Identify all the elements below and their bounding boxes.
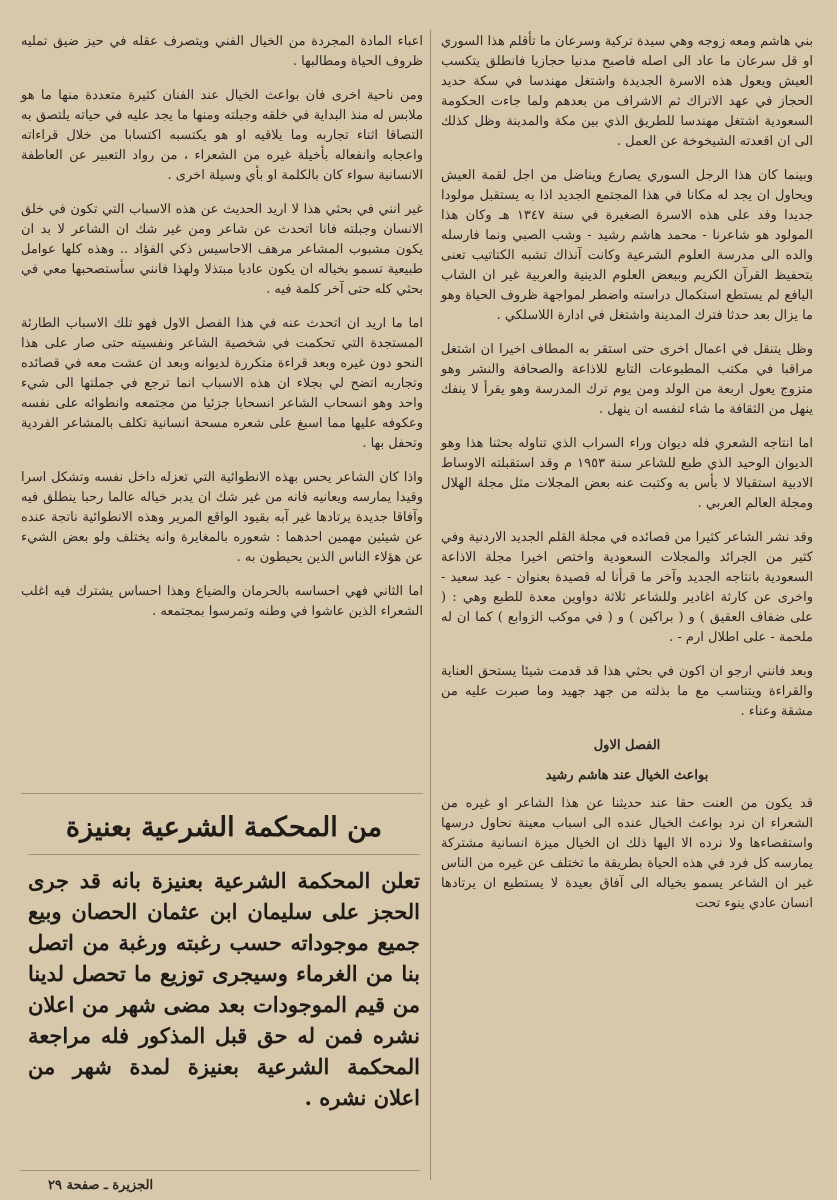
left-paragraph-2: ومن ناحية اخرى فان بواعث الخيال عند الفنان كثيرة متعددة منها ما هو ملابس له منذ البداية في خلقه وجبلته ومنها ما يجد عليه في حياته يلتصق به التصاقا اثناء تجاربه وما يلاقيه او هو يكتسبه اكتسابا من خلال قراءاته واعجابه وانفعاله بأخيلة غيره من الشعراء ، من رواد التعبير عن العاطفة الانسانية سواء كان بالكلمة او بأي وسيلة اخرى . <box>21 88 423 183</box>
column-divider <box>430 30 431 1180</box>
right-paragraph-1: بني هاشم ومعه زوجه وهي سيدة تركية وسرعان ما تأقلم هذا السوري او قل سرعان ما عاد الى اصله فاصبح مدنيا حجازيا فانطلق يتكسب العيش ويعول هذه الاسرة الجديدة واشتغل مهندسا في سكة حديد الحجاز في عهد الاتراك ثم الاشراف من بعدهم ولما جاءت الحكومة السعودية اشتغل مهندسا للطريق الذي بين مكة والمدينة وظل كذلك الى ان اقعدته الشيخوخة عن العمل . <box>441 34 813 149</box>
right-column <box>441 32 813 928</box>
chapter-heading: الفصل الاول <box>593 738 661 753</box>
page-footer: الجزيرة ـ صفحة ٢٩ <box>48 1178 154 1193</box>
notice-top-divider <box>21 793 423 794</box>
right-paragraph-6: وبعد فانني ارجو ان اكون في بحثي هذا قد قدمت شيئا يستحق العناية والقراءة ويتناسب مع ما بذلته من جهد جهيد وما صبرت عليه من مشقة وعناء . <box>441 664 813 719</box>
notice-title: من المحكمة الشرعية بعنيزة <box>65 812 383 843</box>
left-column <box>21 32 423 622</box>
court-notice <box>28 808 420 1168</box>
right-paragraph-5: وقد نشر الشاعر كثيرا من قصائده في مجلة القلم الجديد الاردنية وفي كثير من الجرائد والمجلات السعودية واختص اخيرا مجلة الاذاعة السعودية بانتاجه الجديد وآخر ما قرأنا له قصيدة بعنوان - عيد سعيد - واخرى عن كارثة اغادير وللشاعر ثلاثة دواوين معدة للطبع وهي : ( على ضفاف العقيق ) و ( براكين ) و ( في موكب الزوابع ) كما ان له ملحمة - على اطلال ارم - . <box>441 530 813 645</box>
left-paragraph-3: غير انني في بحثي هذا لا اريد الحديث عن هذه الاسباب التي تكون في خلق الانسان وجبلته فانا اتحدث عن شاعر ومن غير شك ان الشاعر لا بد ان يكون مشبوب المشاعر مرهف الاحاسيس ذكي الفؤاد .. وهذه كلها عوامل طبيعية تسمو بخياله ان يكون عاديا مبتذلا ولهذا فانني سأستصحبها معي في بحثي كله حتى آخر كلمة فيه . <box>21 202 423 297</box>
left-paragraph-5: واذا كان الشاعر يحس بهذه الانطوائية التي تعزله داخل نفسه وتشكل اسرا وقيدا يمارسه ويعانيه فانه من غير شك ان يدبر خياله عالما رحبا ينطلق فيه وآفاقا جديدة يرتادها غير آبه بقيود الواقع المرير وهذه الانطوائية ناتجة عنده عن شيئين مهمين احدهما : شعوره بالمغايرة وانه يختلف ولو بعض الشيء عن هؤلاء الناس الذين يحيطون به . <box>21 470 423 565</box>
notice-body: تعلن المحكمة الشرعية بعنيزة بانه قد جرى الحجز على سليمان ابن عثمان الحصان وبيع جميع موجوداته حسب رغبته ورغبة من اتصل بنا من الغرماء وسيجرى توزيع ما تحصل لدينا من قيم الموجودات بعد مضى شهر من اعلان نشره فمن له حق قبل المذكور فله مراجعة المحكمة الشرعية بعنيزة لمدة شهر من اعلان نشره . <box>28 868 420 1110</box>
left-paragraph-4: اما ما اريد ان اتحدث عنه في هذا الفصل الاول فهو تلك الاسباب الطارئة المستجدة التي تحكمت في شخصية الشاعر ونفسيته حتى صار على هذا النحو دون غيره وبعد قراءة متكررة لديوانه وبعد ان عشت معه في قصائده وتجاربه اتضح لي بجلاء ان هذه الاسباب انما ترجع في جملتها الى شيء واحد وهو انسحاب الشاعر انسحابا جزئيا من مجتمعه وانطوائه على نفسه وعكوفه عليها مما اسبغ على شعره مسحة انسانية تكلف بالمشاعر الفردية وتحفل بها . <box>21 316 423 451</box>
chapter-title: بواعث الخيال عند هاشم رشيد <box>545 768 709 783</box>
notice-title-rule <box>28 854 420 855</box>
right-paragraph-3: وظل يتنقل في اعمال اخرى حتى استقر به المطاف اخيرا ان اشتغل مراقبا في مكتب المطبوعات التابع للاذاعة والصحافة والنشر وهو متزوج يعول اربعة من الولد ومن يوم ترك المدرسة وهو يقرأ لا ينفك ينهل من الثقافة ما شاء لنفسه ان ينهل . <box>441 342 814 417</box>
right-paragraph-2: وبينما كان هذا الرجل السوري يصارع ويناضل من اجل لقمة العيش ويحاول ان يجد له مكانا في هذا المجتمع الجديد اذا به يستقبل مولودا جديدا وفد على هذه الاسرة الصغيرة في سنة ١٣٤٧ هـ وكان هذا المولود هو شاعرنا - محمد هاشم رشيد - وشب الصبي ونما فارسله والده الى مدرسة العلوم الشرعية وكانت آنذاك تشبه الكتاتيب تعنى بتحفيظ القرآن الكريم وببعض العلوم الدينية والعربية غير ان الشاب اليافع لم يستطع استكمال دراسته واضطر لمواجهة ظروف الحياة وهو ما يزال بعد حدثا فترك المدينة واشتغل في ادارة اللاسلكي . <box>441 168 813 323</box>
right-paragraph-7: قد يكون من العنت حقا عند حديثنا عن هذا الشاعر او غيره من الشعراء ان نرد بواعث الخيال عنده الى اسباب معينة نحاول درسها واستقصاءها ولا نرده الا اليها ذلك ان الخيال ميزة انسانية مشتركة يمارسه كل فرد في هذه الحياة بطريقة ما تختلف عن غيره من الناس غير ان الشاعر يسمو بخياله الى آفاق بعيدة لا يستطيع ان يرتادها انسان عادي ينوء تحت <box>441 796 813 911</box>
left-paragraph-6: اما الثاني فهي احساسه بالحرمان والضياع وهذا احساس يشترك فيه اغلب الشعراء الذين عاشوا في وطنه وتمرسوا بمجتمعه . <box>21 584 423 619</box>
right-paragraph-4: اما انتاجه الشعري فله ديوان وراء السراب الذي تناوله بحثنا هذا وهو الديوان الوحيد الذي طبع للشاعر سنة ١٩٥٣ م وقد استقبلته الاوساط الادبية استقبالا لا بأس به وكتبت عنه بعض المجلات مثل مجلة الهلال ومجلة العالم العربي . <box>441 436 813 511</box>
footer-divider <box>20 1170 420 1171</box>
left-paragraph-1: اعباء المادة المجردة من الخيال الفني ويتصرف عقله في حيز ضيق تمليه ظروف الحياة ومطالبها . <box>21 34 423 69</box>
